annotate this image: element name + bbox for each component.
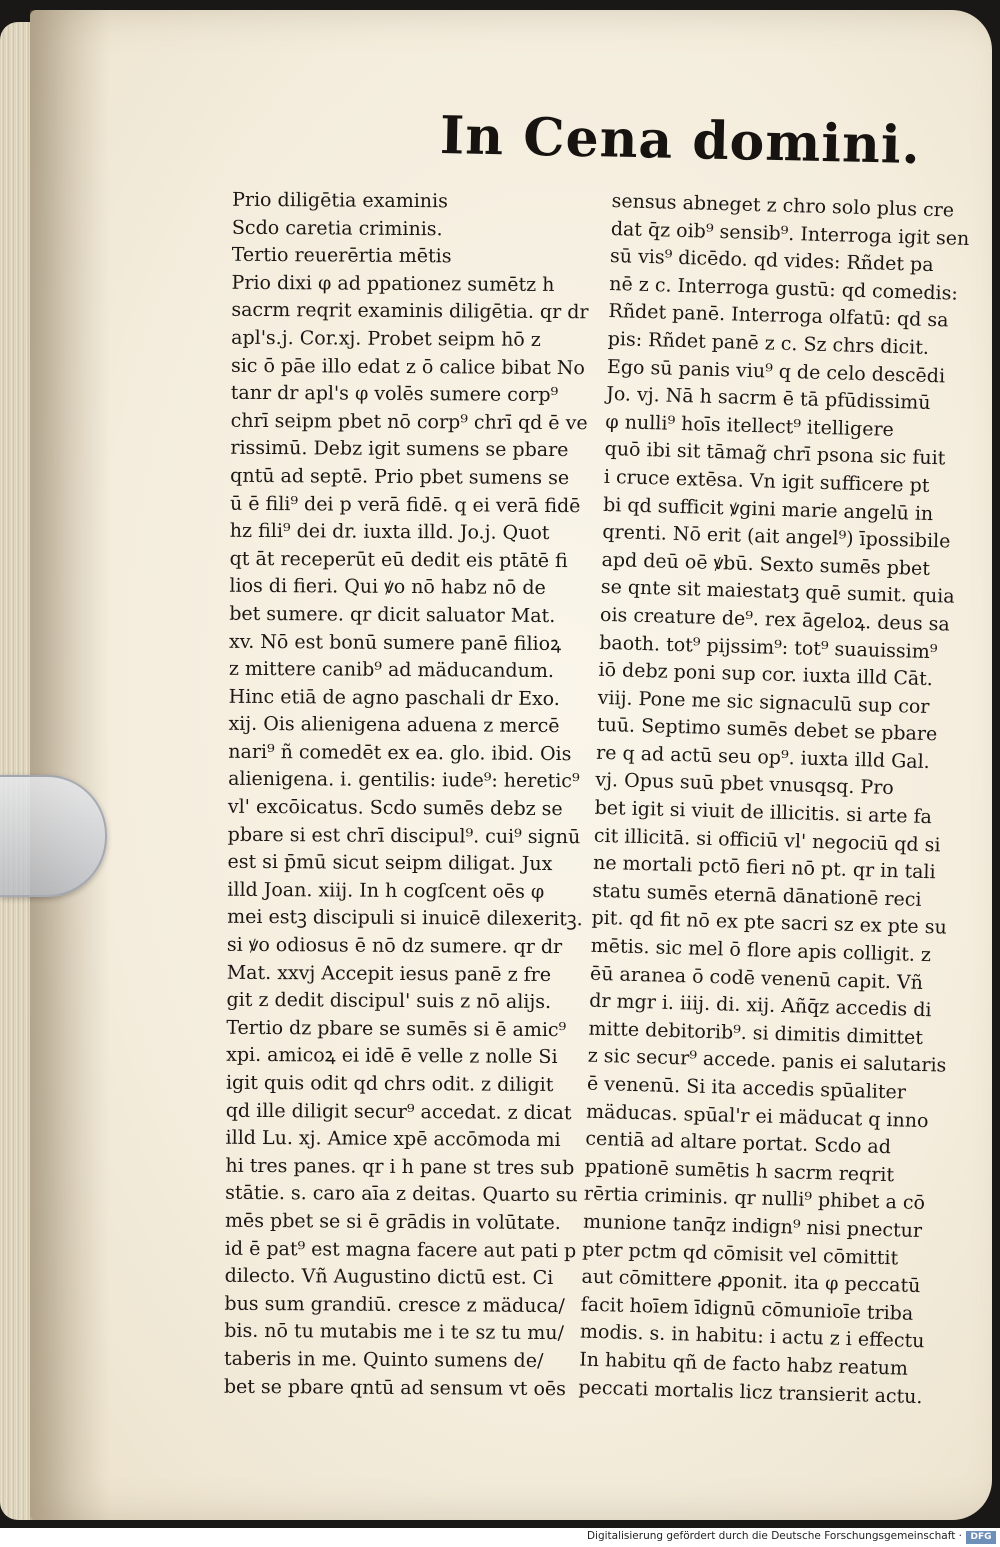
text-line: xpi. amicoꝝ ei idē ē velle z nolle Si <box>226 1044 558 1069</box>
text-line: bet se pbare qntū ad sensum vt oēs <box>223 1375 567 1400</box>
text-line: Mat. xxvj Accepit iesus panē z fre <box>226 961 552 986</box>
text-line: xv. Nō est bonū sumere panē filioꝝ <box>228 630 562 655</box>
text-line: vj. Opus suū pbet vnusqsq. Pro <box>595 769 895 800</box>
text-line: vl' excōicatus. Scdo sumēs debz se <box>227 795 563 821</box>
text-line: mēs pbet se si ē grādis in volūtate. <box>224 1209 561 1235</box>
text-line: ū ē fili⁹ dei p verā fidē. q ei verā fidē <box>229 492 581 517</box>
text-line: Tertio dz pbare se sumēs si ē amic⁹ <box>226 1016 567 1041</box>
text-line: lios di fieri. Qui ꝟo nō habz nō de <box>229 575 546 600</box>
text-line: hz fili⁹ dei dr. iuxta illd. Jo.j. Quot <box>229 519 550 545</box>
text-line: illd Lu. xj. Amice xpē accōmoda mi <box>225 1126 561 1152</box>
text-line: viij. Pone me sic signaculū sup cor <box>597 686 930 718</box>
text-line: z mittere canib⁹ ad mäducandum. <box>228 657 555 683</box>
text-line: bet igit si viuit de illicitis. si arte fa <box>594 796 933 829</box>
text-line: nē z c. Interroga gustū: qd comedis: <box>609 272 959 305</box>
text-line: est si p̄mū sicut seipm diligat. Jux <box>227 851 553 876</box>
text-line: munione tanq̄z indign⁹ nisi pnectur <box>582 1210 923 1243</box>
text-line: i cruce extēsa. Vn igit sufficere pt <box>603 465 930 497</box>
text-line: centiā ad altare portat. Scdo ad <box>585 1127 892 1159</box>
text-line: bet sumere. qr dicit saluator Mat. <box>229 602 556 627</box>
text-line: Rñdet panē. Interroga olfatū: qd sa <box>608 300 949 332</box>
left-text-column <box>224 187 590 1404</box>
text-line: pbare si est chrī discipul⁹. cui⁹ signū <box>227 823 581 848</box>
text-line: xij. Ois alienigena aduena z mercē <box>228 713 560 738</box>
text-line: rērtia criminis. qr nulli⁹ phibet a cō <box>583 1182 926 1215</box>
text-line: facit hoīem īdignū cōmunioīe triba <box>580 1293 914 1325</box>
text-line: alienigena. i. gentilis: iude⁹: heretic⁹ <box>228 768 580 793</box>
text-line: cit illicitā. si officiū vl' negociū qd si <box>593 824 941 857</box>
text-line: si ꝟo odiosus ē nō dz sumere. qr dr <box>226 933 563 959</box>
text-line: In habitu qñ de facto habz reatum <box>578 1348 909 1380</box>
text-line: se qnte sit maiestatꝫ quē sumit. quia <box>600 576 955 609</box>
text-line: taberis in me. Quinto sumens de/ <box>223 1347 544 1372</box>
text-line: id ē pat⁹ est magna facere aut pati p <box>224 1237 577 1262</box>
text-line: dilecto. Vñ Augustino dictū est. Ci <box>224 1264 554 1290</box>
text-line: mitte debitorib⁹. si dimitis dimittet <box>588 1017 924 1049</box>
text-line: qrenti. Nō erit (ait angel⁹) īpossibile <box>602 520 951 553</box>
text-line: Scdo caretia criminis. <box>231 216 443 240</box>
text-line: Hinc etiā de agno paschali dr Exo. <box>228 685 560 710</box>
text-line: statu sumēs eternā dānationē reci <box>592 879 922 911</box>
page-heading: In Cena domini. <box>439 104 922 177</box>
right-text-column <box>578 188 970 1412</box>
text-line: Prio diligētia examinis <box>232 188 448 213</box>
text-line: illd Joan. xiij. In h cogſcent oēs φ <box>227 878 545 903</box>
text-line: bis. nō tu mutabis me i te sz tu mu/ <box>224 1320 564 1345</box>
text-line: nari⁹ ñ comedēt ex ea. glo. ibid. Ois <box>228 740 572 766</box>
funding-credit: Digitalisierung gefördert durch die Deutsche Forschungsgemeinschaft · <box>586 1530 962 1542</box>
text-line: stātie. s. caro aīa z deitas. Quarto su <box>225 1182 578 1207</box>
text-line: qntū ad septē. Prio pbet sumens se <box>230 464 570 490</box>
text-line: ppationē sumētis h sacrm reqrit <box>584 1155 895 1187</box>
text-line: tuū. Septimo sumēs debet se pbare <box>596 714 938 746</box>
text-line: sū vis⁹ dicēdo. qd vides: Rñdet pa <box>609 245 934 277</box>
text-line: ē venenū. Si ita accedis spūaliter <box>586 1072 907 1104</box>
text-line: ēū aranea ō codē venenū capit. Vñ <box>589 962 924 994</box>
text-line: modis. s. in habitu: i actu z i effectu <box>579 1320 925 1353</box>
dfg-logo: DFG <box>966 1531 996 1544</box>
text-line: Jo. vj. Nā h sacrm ē tā pfūdissimū <box>605 383 931 415</box>
text-line: ois creature de⁹. rex āgeloꝝ. deus sa <box>599 603 951 636</box>
text-line: mētis. sic mel ō flore apis colligit. z <box>590 934 932 967</box>
text-line: dat q̄z oib⁹ sensib⁹. Interroga igit sen <box>610 217 970 250</box>
text-line: z sic secur⁹ accede. panis ei salutaris <box>587 1045 947 1078</box>
text-line: baoth. tot⁹ pijssim⁹: tot⁹ suauissim⁹ <box>599 631 938 663</box>
text-line: chrī seipm pbet nō corp⁹ chrī qd ē ve <box>230 409 588 435</box>
text-line: mei estꝫ discipuli si inuicē dilexeritꝫ. <box>227 906 583 931</box>
text-line: re q ad actū seu op⁹. iuxta illd Gal. <box>595 741 931 773</box>
text-line: φ nulli⁹ hoīs itellect⁹ itelligere <box>605 410 895 441</box>
text-line: bus sum grandiū. cresce z mäduca/ <box>224 1292 565 1317</box>
text-line: iō debz poni sup cor. iuxta illd Cāt. <box>598 658 934 691</box>
text-line: pter pctm qd cōmisit vel cōmittit <box>582 1238 899 1269</box>
text-line: apd deū oē ꝟbū. Sexto sumēs pbet <box>601 548 931 580</box>
text-line: rissimū. Debz igit sumens se pbare <box>230 437 569 462</box>
text-line: bi qd sufficit ꝟgini marie angelū in <box>602 493 934 525</box>
text-line: igit quis odit qd chrs odit. z diligit <box>225 1071 554 1097</box>
text-line: pit. qd fit nō ex pte sacri sz ex pte su <box>591 907 948 940</box>
text-line: Ego sū panis viu⁹ q de celo descēdi <box>606 355 946 387</box>
text-line: Tertio reuerērtia mētis <box>231 243 452 268</box>
footer-bar <box>0 1528 1000 1547</box>
text-line: sic ō pāe illo edat z ō calice bibat No <box>230 354 585 379</box>
text-line: quō ibi sit tāmag̃ chrī psona sic fuit <box>604 438 946 470</box>
text-line: dr mgr i. iiij. di. xij. Añq̄z accedis di <box>588 989 932 1022</box>
text-line: qd ille diligit secur⁹ accedat. z dicat <box>225 1099 572 1124</box>
text-line: hi tres panes. qr i h pane st tres sub <box>225 1154 575 1179</box>
gutter-shadow <box>30 10 110 1520</box>
text-line: pis: Rñdet panē z c. Sz chrs dicit. <box>607 327 930 359</box>
text-line: peccati mortalis licz transierit actu. <box>578 1376 923 1408</box>
text-line: tanr dr apl's φ volēs sumere corp⁹ <box>230 381 559 407</box>
text-line: mäducas. spūal'r ei mäducat q inno <box>585 1100 929 1132</box>
text-line: ne mortali pctō fieri nō pt. qr in tali <box>592 851 936 884</box>
text-line: git z dedit discipul' suis z nō alijs. <box>226 988 552 1014</box>
text-line: apl's.j. Cor.xj. Probet seipm hō z <box>231 326 541 351</box>
text-line: Prio dixi φ ad ppationez sumētz h <box>231 271 555 296</box>
text-line: aut cōmittere ꝓponit. ita φ peccatū <box>581 1265 921 1298</box>
text-line: sensus abneget z chro solo plus cre <box>611 189 955 222</box>
text-line: sacrm reqrit examinis diligētia. qr dr <box>231 299 589 324</box>
text-line: qt āt receperūt eū dedit eis ptātē fi <box>229 547 568 572</box>
